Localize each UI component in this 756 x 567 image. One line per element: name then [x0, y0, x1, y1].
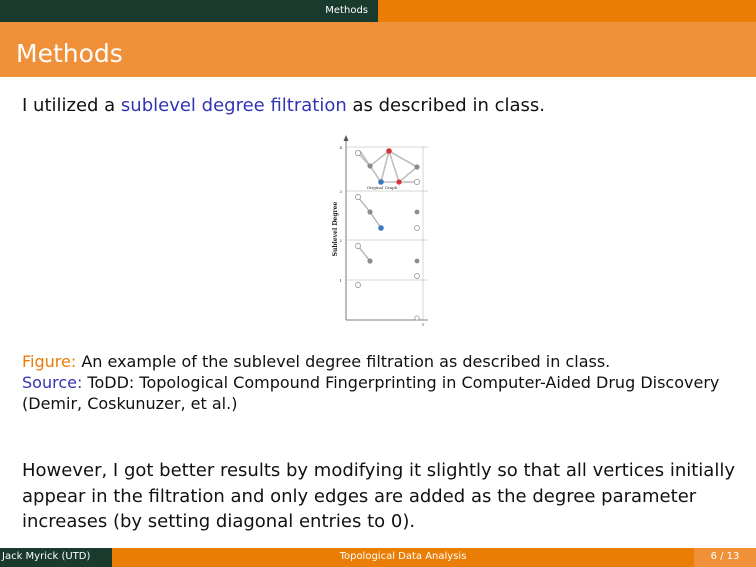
graph-node: [415, 274, 420, 279]
filtration-figure: [328, 132, 432, 332]
graph-node: [414, 164, 419, 169]
graph-node: [415, 259, 420, 264]
graph-node: [415, 316, 419, 320]
graph-node: [415, 210, 420, 215]
y-tick-label: 1: [339, 278, 342, 283]
top-navigation-bar: [0, 0, 756, 22]
footer-author: Jack Myrick (UTD): [2, 551, 91, 562]
caption-source-line: [22, 372, 742, 414]
graph-node: [367, 258, 372, 263]
frame-title: Methods: [16, 39, 123, 68]
intro-highlight: sublevel degree filtration: [120, 95, 347, 116]
graph-node: [367, 163, 372, 168]
intro-text-after: as described in class.: [346, 95, 545, 116]
intro-text-before: I utilized a: [22, 95, 121, 116]
caption-figure-label: Figure:: [22, 352, 77, 371]
graph-node: [355, 194, 360, 199]
y-axis-label: Sublevel Degree: [332, 201, 339, 257]
nav-right-panel: [378, 0, 756, 22]
graph-node: [414, 179, 419, 184]
footer-title: Topological Data Analysis: [112, 548, 694, 567]
intro-sentence: [22, 95, 545, 116]
graph-node: [415, 226, 420, 231]
caption-source-text: ToDD: Topological Compound Fingerprinting in Computer-Aided Drug Discovery (Demir, Coskunuzer, et al.): [22, 373, 720, 413]
graph-node: [355, 282, 360, 287]
caption-figure-line: [22, 351, 742, 372]
caption-figure-text: An example of the sublevel degree filtration as described in class.: [76, 352, 611, 371]
graph-node-red: [396, 179, 401, 184]
body-paragraph: However, I got better results by modifying it slightly so that all vertices initially appear in the filtration and only edges are added as the degree parameter increases (by setting diagonal entries to 0).: [22, 460, 735, 532]
frame-title-bar: [0, 22, 756, 77]
graph-node-blue: [378, 225, 384, 231]
graph-label: Original Graph: [366, 185, 398, 190]
y-tick-label: 2: [339, 238, 342, 243]
graph-node-blue: [378, 179, 384, 185]
footer-bar: [0, 548, 756, 567]
graph-node-red: [386, 148, 392, 154]
y-tick-label: 4: [339, 145, 342, 150]
y-tick-label: 3: [339, 189, 342, 194]
footer-author-panel: [0, 548, 112, 567]
caption-source-label: Source:: [22, 373, 83, 392]
graph-node: [355, 243, 360, 248]
graph-node: [367, 209, 372, 214]
nav-section-methods[interactable]: Methods: [325, 5, 368, 16]
footer-page-number: 6 / 13: [694, 548, 756, 567]
graph-node: [355, 150, 360, 155]
figure-caption: [22, 351, 742, 414]
nav-left-panel: [0, 0, 378, 22]
x-tick-label: 1: [421, 322, 425, 327]
